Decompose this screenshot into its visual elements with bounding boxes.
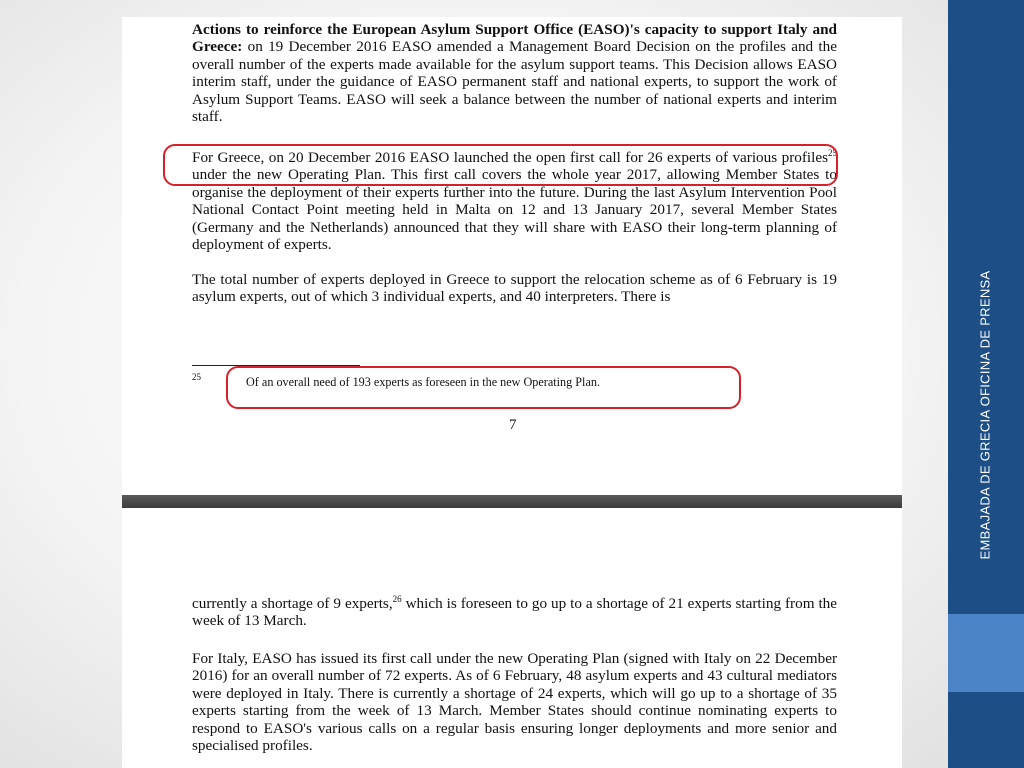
paragraph-easo-actions [192, 21, 837, 125]
footnote-reference: 26 [392, 593, 402, 604]
highlight-box-footnote [226, 366, 741, 409]
page-separator [122, 495, 902, 508]
paragraph-text: currently a shortage of 9 experts, [192, 595, 393, 612]
footnote-text: Of an overall need of 193 experts as foreseen in the new Operating Plan. [246, 375, 600, 389]
sidebar-title: EMBAJADA DE GRECIA OFICINA DE PRENSA [977, 270, 993, 560]
paragraph-greece-total: The total number of experts deployed in Greece to support the relocation scheme as of 6 February is 19 asylum experts, out of which 3 individual experts, and 40 interpreters. There is [192, 271, 837, 306]
paragraph-body: on 19 December 2016 EASO amended a Management Board Decision on the profiles and the overall number of the experts made available for the asylum support teams. This Decision allows EASO interim staff, under the guidance of EASO permanent staff and national experts, to support the work of Asylum Support Teams. EASO will seek a balance between the number of national experts and interim staff. [192, 38, 837, 126]
document-page-bottom [122, 508, 902, 768]
paragraph-text: For Greece, on 20 December 2016 EASO launched the open first call for 26 experts of various profiles [192, 149, 828, 166]
page-number: 7 [509, 417, 517, 433]
highlight-box-greece-call [163, 144, 838, 186]
paragraph-italy-call: For Italy, EASO has issued its first call under the new Operating Plan (signed with Italy on 22 December 2016) for an overall number of 72 experts. As of 6 February, 48 asylum experts and 43 cultural mediators were deployed in Italy. There is currently a shortage of 24 experts, which will go up to a shortage of 35 experts starting from the week of 13 March. Member States should continue nominating experts to respond to EASO's various calls on a regular basis ensuring longer deployments and more senior and specialised profiles. [192, 650, 837, 755]
document-page-top [122, 17, 902, 495]
paragraph-greece-shortage [192, 595, 837, 630]
footnote-number: 25 [192, 372, 201, 382]
paragraph-heading: Actions to reinforce the European Asylum Support Office (EASO)'s capacity to support Italy and Greece: [192, 21, 837, 56]
footnote-reference: 25 [828, 147, 837, 158]
sidebar-accent-block [948, 614, 1024, 692]
paragraph-text: under the new Operating Plan. This first call covers the whole year 2017, allowing Member States to organise the deployment of their experts further into the future. During the last Asylum Intervention Pool National Contact Point meeting held in Malta on 12 and 13 January 2017, several Member States (Germany and the Netherlands) announced that they will share with EASO their long-term planning of deployment of experts. [192, 166, 837, 254]
paragraph-text: which is foreseen to go up to a shortage of 21 experts starting from the week of 13 March. [192, 595, 837, 630]
